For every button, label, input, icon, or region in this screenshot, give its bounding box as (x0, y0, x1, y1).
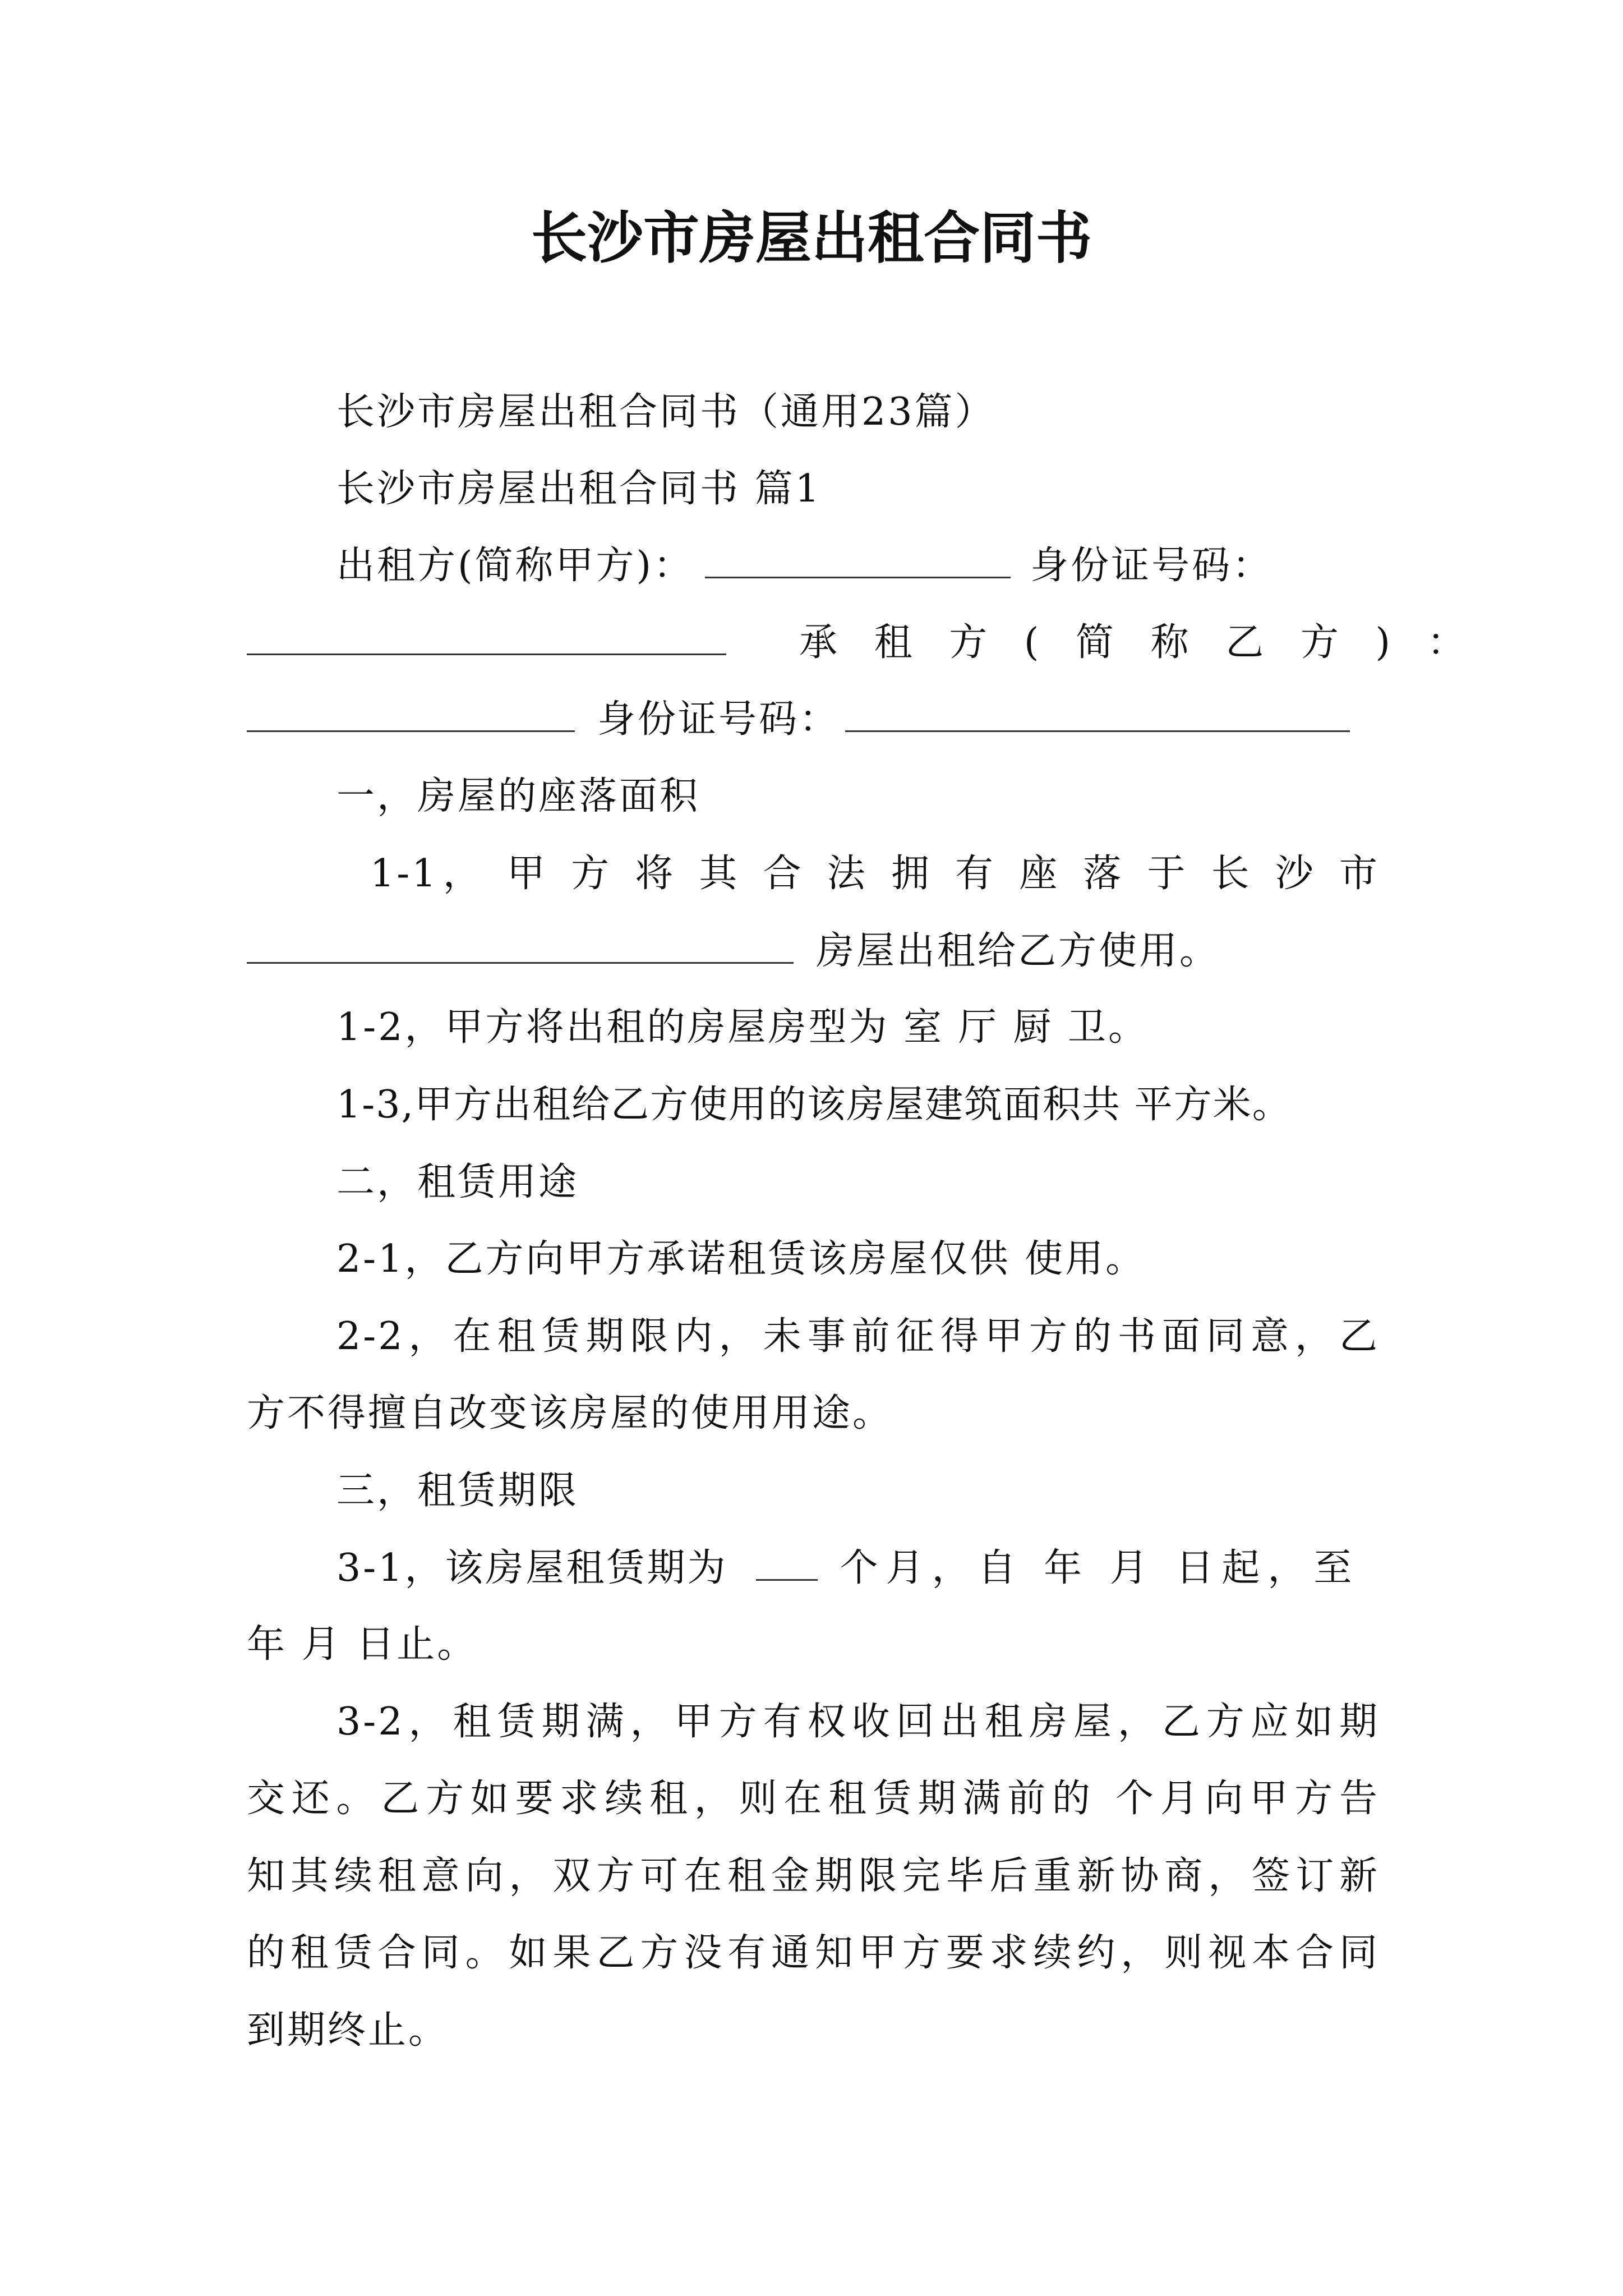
location-blank (247, 923, 794, 964)
clause-3-2-line-4: 的租赁合同。如果乙方没有通知甲方要求续约，则视本合同 (247, 1931, 1380, 1975)
section-1-heading: 一，房屋的座落面积 (336, 774, 700, 818)
lessor-label: 出租方(简称甲方)： (336, 544, 694, 588)
lessee-id-blank (845, 691, 1350, 732)
lessee-id-line (247, 691, 1380, 748)
lessee-name-blank (247, 691, 575, 732)
clause-3-1-line-1 (336, 1540, 1380, 1596)
clause-3-1-line-2: 年 月 日止。 (247, 1622, 478, 1667)
clause-3-2-line-2: 交还。乙方如要求续租，则在租赁期满前的 个月向甲方告 (247, 1777, 1380, 1821)
clause-3-1-suffix: 个月，自 年 月 日起，至 (840, 1546, 1360, 1590)
lessee-line (247, 614, 1478, 671)
clause-3-2-line-1: 3-2，租赁期满，甲方有权收回出租房屋，乙方应如期 (336, 1700, 1380, 1744)
clause-1-3: 1-3,甲方出租给乙方使用的该房屋建筑面积共 平方米。 (336, 1083, 1292, 1127)
clause-1-1-tail: 房屋出租给乙方使用。 (816, 929, 1220, 973)
document-title: 长沙市房屋出租合同书 (531, 205, 1092, 271)
clause-3-2-line-3: 知其续租意向，双方可在租金期限完毕后重新协商，签订新 (247, 1854, 1380, 1898)
section-2-heading: 二，租赁用途 (336, 1160, 579, 1204)
clause-1-1-line-2 (247, 923, 1380, 979)
clause-2-1: 2-1，乙方向甲方承诺租赁该房屋仅供 使用。 (336, 1237, 1146, 1281)
term-months-blank (756, 1540, 818, 1581)
section-3-heading: 三，租赁期限 (336, 1469, 579, 1513)
clause-1-2: 1-2，甲方将出租的房屋房型为 室 厅 厨 卫。 (336, 1005, 1149, 1050)
lessor-id-label: 身份证号码： (1030, 544, 1273, 588)
lessee-label: 承 租 方 ( 简 称 乙 方 ) ： (799, 620, 1478, 665)
clause-1-1-line-1: 1-1， 甲 方 将 其 合 法 拥 有 座 落 于 长 沙 市 (370, 852, 1380, 896)
lessee-id-label: 身份证号码： (597, 697, 840, 742)
chapter-heading: 长沙市房屋出租合同书 篇1 (336, 467, 822, 511)
lessor-line (336, 537, 1380, 594)
lessor-id-blank (247, 614, 726, 655)
clause-2-2-line-1: 2-2，在租赁期限内，未事前征得甲方的书面同意，乙 (336, 1314, 1380, 1359)
clause-3-2-line-5: 到期终止。 (247, 2008, 449, 2053)
lessor-name-blank (705, 537, 1011, 578)
document-subtitle: 长沙市房屋出租合同书（通用23篇） (336, 390, 995, 434)
clause-3-1-prefix: 3-1，该房屋租赁期为 (336, 1546, 728, 1590)
clause-2-2-line-2: 方不得擅自改变该房屋的使用用途。 (247, 1391, 893, 1435)
